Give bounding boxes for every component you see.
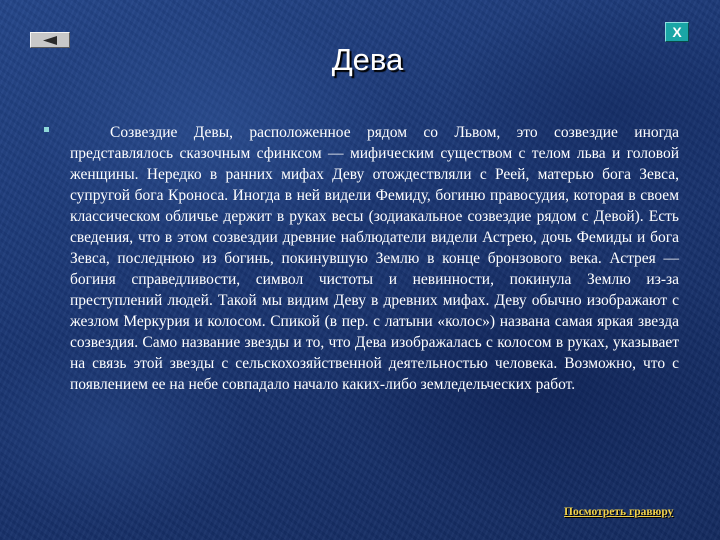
slide-body-text: Созвездие Девы, расположенное рядом со Львом, это созвездие иногда представлялось сказочным сфинксом — мифическим существом с телом льва и головой женщины. Нередко в ранних мифах Деву отождествляли с Реей, матерью бога Зевса, супругой бога Кроноса. Иногда в ней видели Фемиду, богиню правосудия, которая в своем классическом обличье держит в руках весы (зодиакальное созвездие рядом с Девой). Есть сведения, что в этом созвездии древние наблюдатели видели Астрею, дочь Фемиды и бога Зевса, последнюю из богинь, покинувшую Землю в конце бронзового века. Астрея — богиня справедливости, символ чистоты и невинности, покинула Землю из-за преступлений людей. Такой мы видим Деву в древних мифах. Деву обычно изображают с жезлом Меркурия и колосом. Спикой (в пер. с латыни «колос») названа самая яркая звезда созвездия. Само название звезды и то, что Дева изображалась с колосом в руках, указывает на связь этой звезды с сельскохозяйственной деятельностью человека. Возможно, что с появлением ее на небе совпадало начало каких-либо земледельческих работ. xyxy=(70,124,679,393)
slide-title: Дева xyxy=(331,42,404,77)
close-button[interactable]: X xyxy=(665,22,689,42)
view-engraving-link[interactable]: Посмотреть гравюру xyxy=(564,506,674,518)
bullet-marker xyxy=(44,127,49,132)
